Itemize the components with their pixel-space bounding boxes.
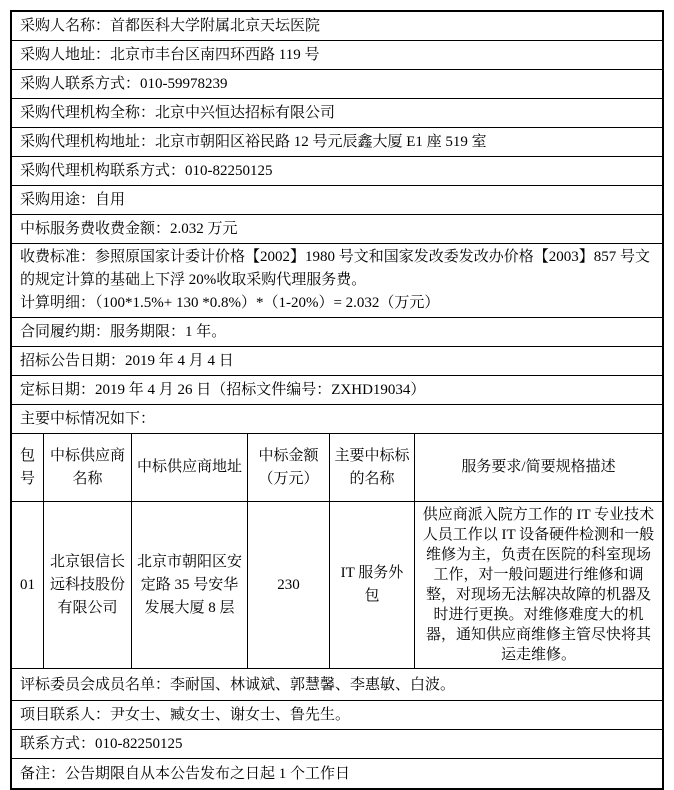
project-contacts-value: 尹女士、臧女士、谢女士、鲁先生。	[110, 707, 351, 723]
contact-phone-value: 010-82250125	[95, 736, 183, 752]
evaluation-committee-value: 李耐国、林诚斌、郭慧馨、李惠敏、白波。	[170, 676, 456, 693]
award-date-label: 定标日期：	[20, 382, 96, 398]
project-contacts-label: 项目联系人：	[20, 707, 111, 723]
award-header-supplier-address: 中标供应商地址	[132, 434, 248, 502]
agency-address-label: 采购代理机构地址：	[20, 134, 156, 150]
agency-contact-label: 采购代理机构联系方式：	[20, 163, 186, 179]
award-cell-award-amount: 230	[248, 502, 330, 669]
award-cell-supplier-address: 北京市朝阳区安定路 35 号安华发展大厦 8 层	[132, 502, 248, 669]
agency-contact-value: 010-82250125	[185, 163, 273, 179]
award-header-supplier-name: 中标供应商名称	[44, 434, 132, 502]
agency-name-label: 采购代理机构全称：	[20, 105, 156, 121]
contract-period-row	[12, 318, 662, 347]
purchaser-name-value: 首都医科大学附属北京天坛医院	[110, 18, 321, 34]
fee-calculation-label: 计算明细：	[20, 295, 96, 311]
tender-announcement-date-label: 招标公告日期：	[20, 353, 126, 369]
award-cell-supplier-name: 北京银信长远科技股份有限公司	[44, 502, 132, 669]
purchaser-contact-value: 010-59978239	[140, 76, 228, 92]
fee-calculation-value: （100*1.5%+ 130 *0.8%）*（1-20%）= 2.032（万元）	[95, 295, 440, 311]
tender-announcement-date-value: 2019 年 4 月 4 日	[125, 353, 234, 369]
service-fee-amount-row	[12, 215, 662, 244]
award-document-table	[10, 10, 664, 790]
award-date-value: 2019 年 4 月 26 日（招标文件编号：ZXHD19034）	[95, 382, 426, 398]
tender-announcement-date-row	[12, 347, 662, 376]
service-fee-amount-label: 中标服务费收费金额：	[20, 221, 171, 237]
fee-standard-label: 收费标准：	[20, 249, 96, 265]
fee-calculation-line	[20, 292, 654, 315]
award-date-row	[12, 376, 662, 405]
purchaser-address-row	[12, 41, 662, 70]
purchaser-address-label: 采购人地址：	[20, 47, 111, 63]
award-header-subject-name: 主要中标标的名称	[330, 434, 415, 502]
procurement-purpose-row	[12, 186, 662, 215]
purchaser-contact-label: 采购人联系方式：	[20, 76, 141, 92]
award-cell-package-no: 01	[12, 502, 44, 669]
award-cell-service-description: 供应商派入院方工作的 IT 专业技术人员工作以 IT 设备硬件检测和一般维修为主，负责在医院的科室现场工作，对一般问题进行维修和调整，对现场无法解决故障的机器及时进行更换。对维修难度大的机器，通知供应商维修主管尽快将其运走维修。	[415, 502, 662, 669]
evaluation-committee-row	[12, 669, 662, 701]
contact-phone-label: 联系方式：	[20, 736, 96, 752]
project-contacts-row	[12, 701, 662, 730]
contract-period-value: 服务期限：1 年。	[110, 324, 227, 340]
remarks-value: 公告期限自从本公告发布之日起 1 个工作日	[65, 765, 351, 782]
agency-address-row	[12, 128, 662, 157]
fee-standard-row	[12, 244, 662, 318]
award-summary-caption-label: 主要中标情况如下：	[20, 411, 156, 427]
agency-name-row	[12, 99, 662, 128]
purchaser-name-label: 采购人名称：	[20, 18, 111, 34]
award-header-award-amount: 中标金额（万元）	[248, 434, 330, 502]
award-header-package-no: 包号	[12, 434, 44, 502]
award-header-service-description: 服务要求/简要规格描述	[415, 434, 662, 502]
service-fee-amount-value: 2.032 万元	[170, 221, 238, 237]
agency-contact-row	[12, 157, 662, 186]
purchaser-name-row	[12, 12, 662, 41]
procurement-purpose-label: 采购用途：	[20, 192, 96, 208]
award-cell-subject-name: IT 服务外包	[330, 502, 415, 669]
award-summary-caption-row	[12, 405, 662, 434]
agency-address-value: 北京市朝阳区裕民路 12 号元辰鑫大厦 E1 座 519 室	[155, 134, 487, 150]
procurement-purpose-value: 自用	[95, 192, 126, 208]
fee-standard-value: 参照原国家计委计价格【2002】1980 号文和国家发改委发改办价格【2003】857 号文的规定计算的基础上下浮 20%收取采购代理服务费。	[20, 249, 651, 288]
agency-name-value: 北京中兴恒达招标有限公司	[155, 105, 336, 121]
fee-standard-line	[20, 246, 654, 292]
contract-period-label: 合同履约期：	[20, 324, 111, 340]
contact-phone-row	[12, 730, 662, 759]
purchaser-address-value: 北京市丰台区南四环西路 119 号	[110, 47, 320, 63]
remarks-label: 备注：	[20, 765, 66, 782]
award-details-table	[12, 434, 662, 669]
remarks-row	[12, 759, 662, 788]
evaluation-committee-label: 评标委员会成员名单：	[20, 676, 171, 693]
purchaser-contact-row	[12, 70, 662, 99]
